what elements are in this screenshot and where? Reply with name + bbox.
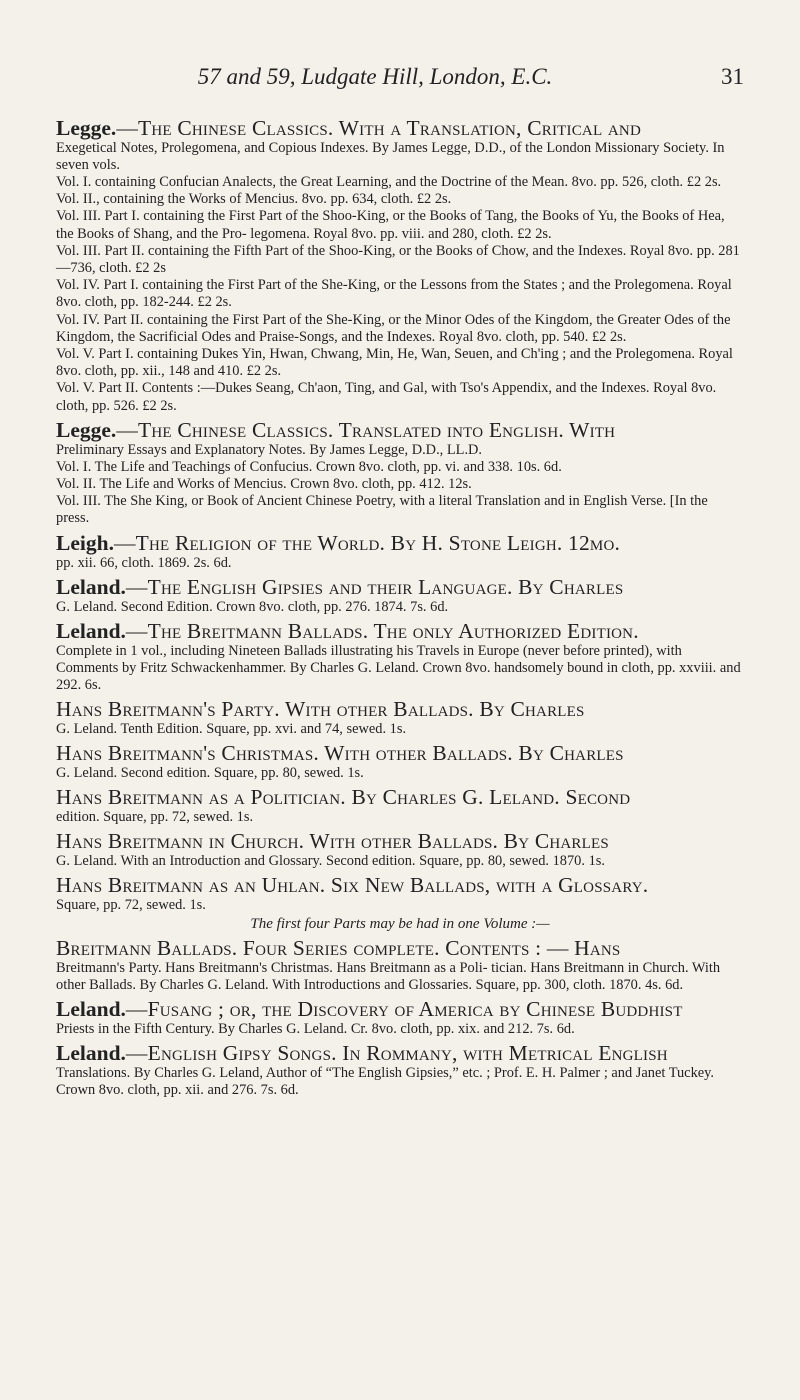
entry-leland-breitmann-ballads — [56, 619, 744, 694]
entry-breitmann-church — [56, 829, 744, 870]
entry-title: Hans Breitmann as a Politician. By Charles G. Leland. Second — [56, 784, 631, 809]
entry-title: —Fusang ; or, the Discovery of America by Chinese Buddhist — [125, 996, 683, 1021]
entry-description: Complete in 1 vol., including Nineteen Ballads illustrating his Travels in Europe (never before printed), with Comments by Fritz Schwackenhammer. By Charles G. Leland. Crown 8vo. handsomely bound in cloth, pp. xxviii. and 292. 6s. — [56, 642, 741, 693]
volume-line: Vol. III. Part II. containing the Fifth Part of the Shoo-King, or the Books of Chow, and the Indexes. Royal 8vo. pp. 281—736, cloth. £2 2s — [56, 242, 740, 277]
entry-heading: Legge. — [56, 116, 117, 140]
volume-line: Vol. II. The Life and Works of Mencius. Crown 8vo. cloth, pp. 412. 12s. — [56, 476, 472, 493]
volume-line: Vol. V. Part II. Contents :—Dukes Seang, Ch'aon, Ting, and Gal, with Tso's Appendix, and the Indexes. Royal 8vo. cloth, pp. 526. £2 2s. — [56, 380, 717, 414]
entry-leland-fusang — [56, 997, 744, 1038]
entry-title: Hans Breitmann's Christmas. With other Ballads. By Charles — [56, 740, 624, 765]
entry-heading: Leland. — [56, 1040, 126, 1065]
entry-leland-english-gipsies — [56, 575, 744, 616]
entry-breitmann-ballads-complete — [56, 936, 744, 994]
entry-title: —The English Gipsies and their Language. By Charles — [125, 574, 624, 599]
volume-line: Vol. III. The She King, or Book of Ancient Chinese Poetry, with a literal Translation and in English Verse. [In the press. — [56, 493, 708, 527]
entry-breitmann-politician — [56, 785, 744, 826]
volume-line: Vol. I. containing Confucian Analects, the Great Learning, and the Doctrine of the Mean. 8vo. pp. 526, cloth. £2 2s. — [56, 174, 722, 190]
entry-description: Priests in the Fifth Century. By Charles G. Leland. Cr. 8vo. cloth, pp. xix. and 212. 7s. 6d. — [56, 1020, 575, 1037]
entry-breitmann-party — [56, 697, 744, 738]
entry-title: Breitmann Ballads. Four Series complete. Contents : — Hans — [56, 935, 621, 960]
entry-description: Breitmann's Party. Hans Breitmann's Christmas. Hans Breitmann as a Poli- tician. Hans Breitmann in Church. With other Ballads. By Charles G. Leland. With Introductions and Glossaries. Square, pp. 300, cloth. 1870. 4s. 6d. — [56, 959, 721, 993]
running-head-address: 57 and 59, Ludgate Hill, London, E.C. — [197, 64, 553, 89]
volume-line: Vol. V. Part I. containing Dukes Yin, Hwan, Chwang, Min, He, Wan, Seuen, and Ch'ing ; and the Prolegomena. Royal 8vo. cloth, pp. xii., 148 and 410. £2 2s. — [56, 346, 733, 380]
entry-description: pp. xii. 66, cloth. 1869. 2s. 6d. — [56, 554, 232, 571]
entry-description: G. Leland. Second Edition. Crown 8vo. cloth, pp. 276. 1874. 7s. 6d. — [56, 598, 449, 615]
entry-description: Square, pp. 72, sewed. 1s. — [56, 896, 206, 913]
entry-title: —The Chinese Classics. With a Translation, Critical and — [116, 116, 641, 140]
entry-heading: Legge. — [56, 417, 117, 442]
entry-note: The first four Parts may be had in one Volume :— — [250, 915, 550, 932]
entry-title: —The Breitmann Ballads. The only Authorized Edition. — [125, 618, 639, 643]
entry-title: Hans Breitmann in Church. With other Ballads. By Charles — [56, 828, 609, 853]
entry-legge-translated — [56, 418, 744, 528]
entry-heading: Leland. — [56, 618, 126, 643]
page-number: 31 — [721, 64, 744, 89]
volume-line: Vol. III. Part I. containing the First Part of the Shoo-King, or the Books of Tang, the Books of Yu, the Books of Hea, the Books of Shang, and the Pro- legomena. Royal 8vo. pp. viii. and 280, cloth. £2 2s. — [56, 208, 725, 242]
volume-line: Vol. IV. Part I. containing the First Part of the She-King, or the Lessons from the States ; and the Prolegomena. Royal 8vo. cloth, pp. 182-244. £2 2s. — [56, 277, 732, 311]
entry-leland-gipsy-songs — [56, 1041, 744, 1099]
volume-line: Vol. I. The Life and Teachings of Confucius. Crown 8vo. cloth, pp. vi. and 338. 10s. 6d. — [56, 458, 562, 475]
entry-description: edition. Square, pp. 72, sewed. 1s. — [56, 808, 254, 825]
entry-description: Exegetical Notes, Prolegomena, and Copious Indexes. By James Legge, D.D., of the London Missionary Society. In seven vols. — [56, 140, 725, 173]
entry-title: —The Chinese Classics. Translated into English. With — [116, 417, 616, 442]
entry-title: Hans Breitmann as an Uhlan. Six New Ballads, with a Glossary. — [56, 872, 649, 897]
entry-description: G. Leland. Second edition. Square, pp. 80, sewed. 1s. — [56, 764, 364, 781]
volume-line: Vol. IV. Part II. containing the First Part of the She-King, or the Minor Odes of the Kingdom, the Greater Odes of the Kingdom, the Sacrificial Odes and Praise-Songs, and the Indexes. Royal 8vo. cloth, pp. 540. £2 2s. — [56, 311, 731, 345]
entry-description: G. Leland. Tenth Edition. Square, pp. xvi. and 74, sewed. 1s. — [56, 720, 407, 737]
volume-line: Vol. II., containing the Works of Mencius. 8vo. pp. 634, cloth. £2 2s. — [56, 191, 452, 208]
entry-breitmann-christmas — [56, 741, 744, 782]
catalogue-entries — [56, 116, 744, 1099]
entry-description: Translations. By Charles G. Leland, Author of “The English Gipsies,” etc. ; Prof. E. H. Palmer ; and Janet Tuckey. Crown 8vo. cloth, pp. xii. and 276. 7s. 6d. — [56, 1064, 715, 1098]
entry-breitmann-uhlan — [56, 873, 744, 933]
entry-description: G. Leland. With an Introduction and Glossary. Second edition. Square, pp. 80, sewed. 1870. 1s. — [56, 852, 605, 869]
entry-heading: Leland. — [56, 574, 126, 599]
entry-leigh — [56, 531, 744, 572]
entry-heading: Leland. — [56, 996, 126, 1021]
entry-description: Preliminary Essays and Explanatory Notes. By James Legge, D.D., LL.D. — [56, 441, 483, 458]
entry-title: —English Gipsy Songs. In Rommany, with Metrical English — [125, 1040, 668, 1065]
entry-legge-chinese-classics — [56, 116, 744, 415]
entry-title: —The Religion of the World. By H. Stone Leigh. 12mo. — [113, 530, 621, 555]
entry-title: Hans Breitmann's Party. With other Ballads. By Charles — [56, 696, 585, 721]
running-head — [56, 64, 744, 104]
entry-heading: Leigh. — [56, 530, 114, 555]
